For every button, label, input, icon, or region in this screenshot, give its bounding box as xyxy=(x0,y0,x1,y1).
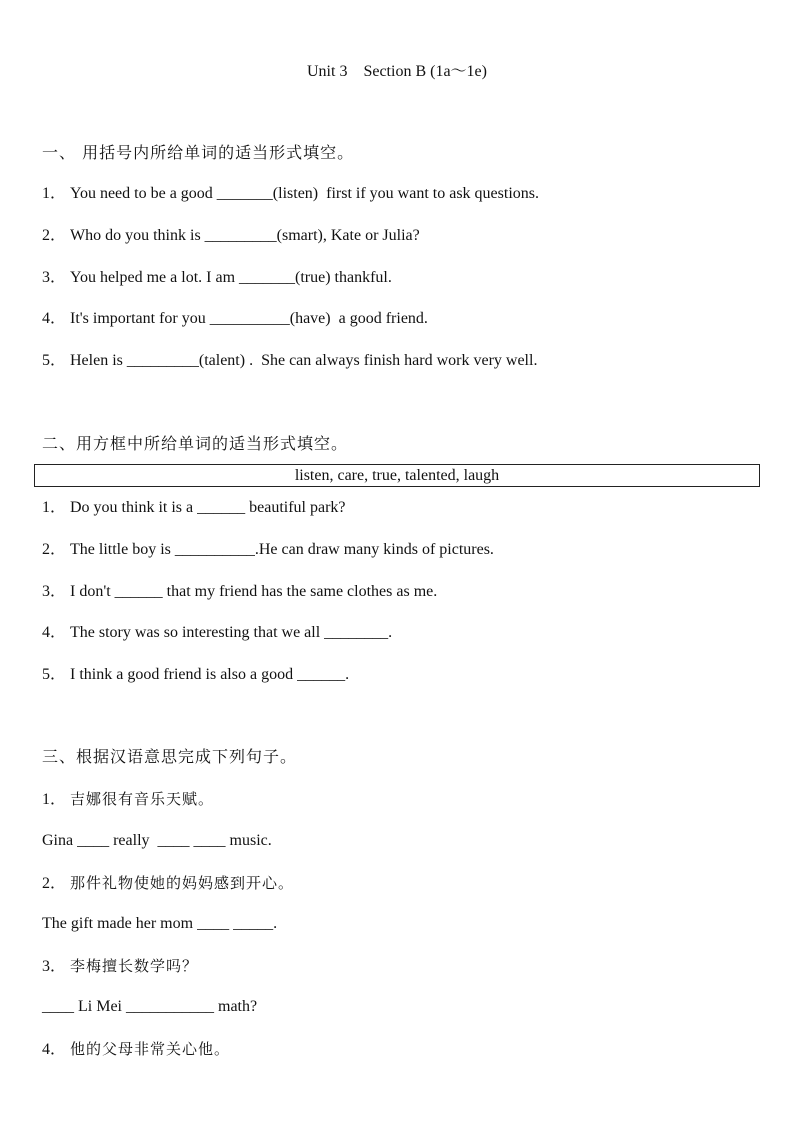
chinese-prompt: 他的父母非常关心他。 xyxy=(70,1040,231,1058)
item-text: You helped me a lot. I am _______(true) thankful. xyxy=(70,269,392,286)
section3-item-1-answer: Gina ____ really ____ ____ music. xyxy=(42,832,272,849)
item-number: 3． xyxy=(42,958,67,975)
section3-item-2-answer: The gift made her mom ____ _____. xyxy=(42,915,278,932)
item-number: 1． xyxy=(42,185,67,202)
section1-item-3 xyxy=(42,267,392,289)
chinese-prompt: 吉娜很有音乐天赋。 xyxy=(70,790,215,808)
chinese-prompt: 李梅擅长数学吗？ xyxy=(70,957,199,975)
item-number: 4． xyxy=(42,310,67,327)
item-number: 1． xyxy=(42,499,67,516)
item-number: 1． xyxy=(42,791,67,808)
section2-item-4 xyxy=(42,622,392,644)
item-text: You need to be a good _______(listen) first if you want to ask questions. xyxy=(70,185,539,202)
item-number: 2． xyxy=(42,227,67,244)
item-number: 2． xyxy=(42,541,67,558)
section2-item-5 xyxy=(42,664,349,686)
section3-item-3-answer: ____ Li Mei ___________ math? xyxy=(42,998,258,1015)
item-number: 5． xyxy=(42,352,67,369)
item-text: I don't ______ that my friend has the same clothes as me. xyxy=(70,583,438,600)
chinese-prompt: 那件礼物使她的妈妈感到开心。 xyxy=(70,874,295,892)
item-text: Do you think it is a ______ beautiful park? xyxy=(70,499,346,516)
section1-item-1 xyxy=(42,183,539,205)
section1-heading: 一、 用括号内所给单词的适当形式填空。 xyxy=(42,143,355,162)
page-title: Unit 3 Section B (1a～1e) xyxy=(307,63,487,80)
item-text: Helen is _________(talent) . She can always finish hard work very well. xyxy=(70,352,538,369)
item-number: 2． xyxy=(42,875,67,892)
section3-item-1-prompt xyxy=(42,788,214,811)
section3-item-4-prompt xyxy=(42,1038,230,1061)
item-text: Who do you think is _________(smart), Kate or Julia? xyxy=(70,227,420,244)
section3-heading: 三、根据汉语意思完成下列句子。 xyxy=(42,747,298,766)
section2-heading: 二、用方框中所给单词的适当形式填空。 xyxy=(42,434,349,453)
section2-item-3 xyxy=(42,581,437,603)
item-text: It's important for you __________(have) a good friend. xyxy=(70,310,428,327)
section3-item-3-prompt xyxy=(42,955,198,978)
section1-item-2 xyxy=(42,225,420,247)
section3-item-2-prompt xyxy=(42,872,294,895)
item-number: 5． xyxy=(42,666,67,683)
section1-item-4 xyxy=(42,308,428,330)
item-text: The story was so interesting that we all ________. xyxy=(70,624,393,641)
item-text: The little boy is __________.He can draw many kinds of pictures. xyxy=(70,541,494,558)
item-text: I think a good friend is also a good ______. xyxy=(70,666,350,683)
section2-item-2 xyxy=(42,539,494,561)
item-number: 4． xyxy=(42,624,67,641)
word-box: listen, care, true, talented, laugh xyxy=(34,464,760,487)
section1-item-5 xyxy=(42,350,537,372)
item-number: 4． xyxy=(42,1041,67,1058)
section2-item-1 xyxy=(42,497,346,519)
item-number: 3． xyxy=(42,583,67,600)
item-number: 3． xyxy=(42,269,67,286)
